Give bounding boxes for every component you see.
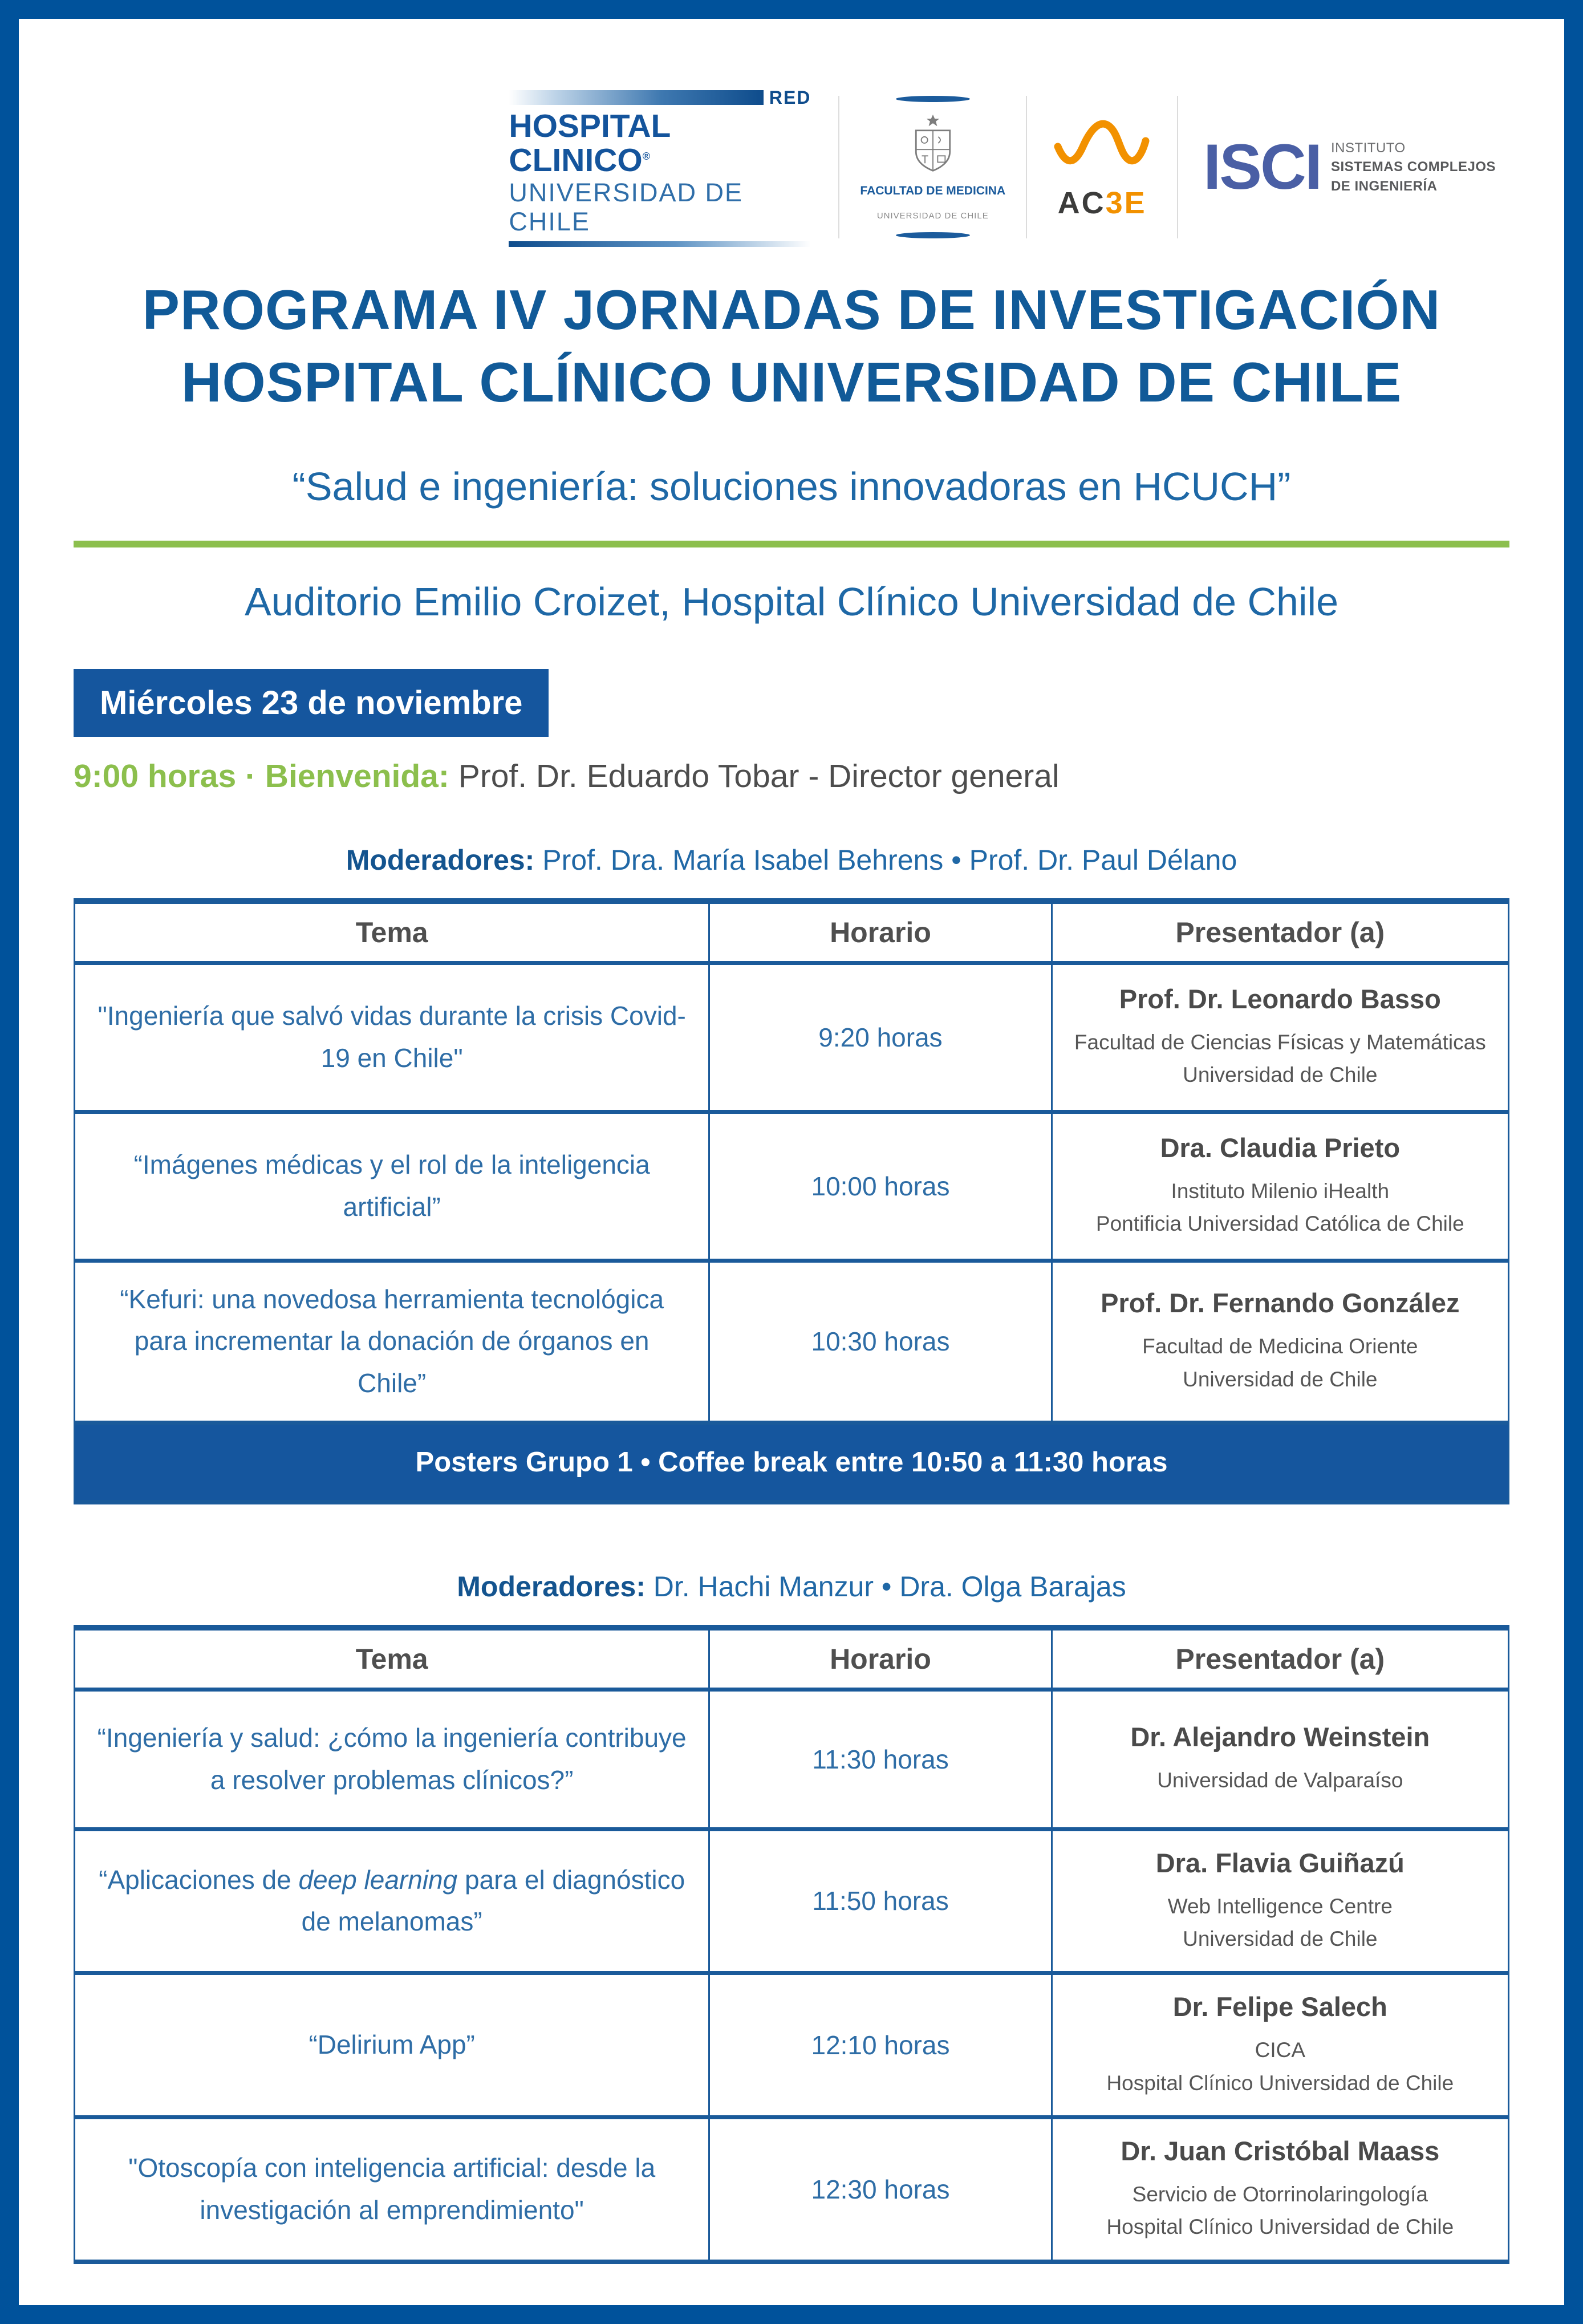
presenter-name: Prof. Dr. Leonardo Basso xyxy=(1119,983,1441,1014)
session-2-table-mount xyxy=(74,1625,1509,2264)
moderators-label: Moderadores: xyxy=(346,843,535,876)
presenter-cell xyxy=(1051,2119,1508,2260)
welcome-speaker: Prof. Dr. Eduardo Tobar - Director general xyxy=(449,757,1060,794)
fm-bottom-bar xyxy=(896,232,970,238)
presenter-cell xyxy=(1051,1263,1508,1421)
topic-cell xyxy=(75,1831,708,1972)
presenter-name: Dra. Claudia Prieto xyxy=(1160,1132,1401,1163)
presenter-affiliation: Universidad de Chile xyxy=(1183,1367,1378,1391)
topic-text xyxy=(97,1717,687,1801)
time-cell: 10:30 horas xyxy=(708,1263,1050,1421)
column-header: Horario xyxy=(708,904,1050,961)
presenter-affiliation: Universidad de Chile xyxy=(1183,1926,1378,1950)
page-title xyxy=(74,274,1509,419)
welcome-line xyxy=(74,757,1509,795)
column-header: Tema xyxy=(355,916,428,948)
fm-top-bar xyxy=(896,96,970,102)
logos-row xyxy=(19,87,1564,238)
topic-text xyxy=(97,995,687,1079)
isci-acronym: ISCI xyxy=(1203,131,1321,202)
posters-coffee-banner: Posters Grupo 1 • Coffee break entre 10:50 a 11:30 horas xyxy=(75,1421,1508,1500)
table-row xyxy=(75,1971,1508,2115)
topic-cell xyxy=(75,1263,708,1421)
session1-table xyxy=(74,898,1509,1504)
topic-text-part: para el diagnóstico de melanomas” xyxy=(301,1864,685,1937)
topic-text-part: "Ingeniería que salvó vidas durante la crisis Covid-19 en Chile" xyxy=(98,1001,686,1073)
time-cell: 9:20 horas xyxy=(708,965,1050,1110)
hc-subtitle: UNIVERSIDAD DE CHILE xyxy=(509,177,743,237)
hc-top-row xyxy=(509,87,811,108)
topic-text-italic: deep learning xyxy=(298,1864,458,1895)
topic-text xyxy=(309,2024,474,2066)
presenter-name: Dr. Felipe Salech xyxy=(1172,1992,1387,2022)
topic-cell xyxy=(75,965,708,1110)
moderators-line-2 xyxy=(74,1570,1509,1603)
topic-text xyxy=(97,1859,687,1943)
session2-table xyxy=(74,1625,1509,2264)
column-header: Horario xyxy=(708,1631,1050,1688)
ac3e-wordmark xyxy=(1058,185,1147,221)
session-1 xyxy=(74,843,1509,1504)
table-row xyxy=(75,1259,1508,1421)
session-1-table-mount xyxy=(74,898,1509,1504)
presenter-affiliation: CICA xyxy=(1255,2038,1306,2062)
topic-cell xyxy=(75,1114,708,1259)
table-row xyxy=(75,1827,1508,1972)
moderators-line-1 xyxy=(74,843,1509,877)
presenter-cell xyxy=(1051,1975,1508,2115)
hc-name-text: HOSPITAL CLINICO xyxy=(509,107,671,179)
table-row xyxy=(75,1688,1508,1827)
table-row xyxy=(75,961,1508,1110)
presenter-affiliation: Hospital Clínico Universidad de Chile xyxy=(1106,2215,1454,2239)
table-header-row xyxy=(75,904,1508,961)
presenter-name: Prof. Dr. Fernando González xyxy=(1101,1288,1460,1319)
topic-text-part: “Imágenes médicas y el rol de la inteligencia artificial” xyxy=(133,1150,650,1222)
presenter-cell xyxy=(1051,965,1508,1110)
moderators-names: Prof. Dra. María Isabel Behrens • Prof. Dr. Paul Délano xyxy=(534,843,1237,876)
hospital-clinico-logo xyxy=(509,87,811,247)
presenter-affiliation: Universidad de Valparaíso xyxy=(1157,1769,1403,1792)
topic-cell xyxy=(75,2119,708,2260)
presenter-cell xyxy=(1051,1114,1508,1259)
moderators-names: Dr. Hachi Manzur • Dra. Olga Barajas xyxy=(645,1570,1126,1603)
presenter-name: Dr. Juan Cristóbal Maass xyxy=(1121,2135,1440,2166)
ac3e-wave-icon xyxy=(1052,113,1152,182)
time-cell: 12:30 horas xyxy=(708,2119,1050,2260)
isci-line1: INSTITUTO xyxy=(1330,140,1406,156)
time-cell: 10:00 horas xyxy=(708,1114,1050,1259)
column-header: Presentador (a) xyxy=(1051,904,1508,961)
topic-text xyxy=(97,2147,687,2231)
subtitle: “Salud e ingeniería: soluciones innovadoras en HCUCH” xyxy=(292,464,1291,509)
title-line2: HOSPITAL CLÍNICO UNIVERSIDAD DE CHILE xyxy=(181,351,1402,414)
title-line1: PROGRAMA IV JORNADAS DE INVESTIGACIÓN xyxy=(142,278,1441,341)
topic-text-part: "Otoscopía con inteligencia artificial: desde la investigación al emprendimiento" xyxy=(128,2153,656,2225)
ac3e-3e: 3E xyxy=(1105,186,1147,220)
session-2 xyxy=(74,1570,1509,2264)
presenter-affiliation: Facultad de Medicina Oriente xyxy=(1142,1335,1418,1358)
hc-underline-bar xyxy=(509,241,811,247)
topic-text-part: “Kefuri: una novedosa herramienta tecnológica para incrementar la donación de órganos en Chile” xyxy=(120,1284,664,1398)
presenter-affiliation: Web Intelligence Centre xyxy=(1167,1894,1393,1918)
presenter-affiliation: Hospital Clínico Universidad de Chile xyxy=(1106,2071,1454,2095)
fm-line2: UNIVERSIDAD DE CHILE xyxy=(876,211,989,221)
isci-line2: SISTEMAS COMPLEJOS xyxy=(1330,159,1496,175)
presenter-affiliation: Instituto Milenio iHealth xyxy=(1171,1179,1390,1203)
presenter-affiliation: Pontificia Universidad Católica de Chile xyxy=(1095,1212,1464,1236)
fm-line1: FACULTAD DE MEDICINA xyxy=(860,184,1006,197)
ac3e-logo xyxy=(1027,96,1178,238)
hc-red-label: RED xyxy=(769,87,811,108)
presenter-cell xyxy=(1051,1831,1508,1972)
topic-text-part: “Delirium App” xyxy=(309,2030,475,2060)
date-badge: Miércoles 23 de noviembre xyxy=(74,669,549,737)
ac3e-ac: AC xyxy=(1057,186,1106,220)
isci-wordmark xyxy=(1331,139,1496,196)
presenter-affiliation: Servicio de Otorrinolaringología xyxy=(1132,2182,1428,2206)
hc-name xyxy=(509,109,811,178)
presenter-name: Dr. Alejandro Weinstein xyxy=(1130,1722,1430,1753)
table-row xyxy=(75,1110,1508,1259)
registered-mark: ® xyxy=(642,150,650,162)
column-header: Tema xyxy=(355,1642,428,1675)
time-cell: 11:30 horas xyxy=(708,1692,1050,1827)
column-header: Presentador (a) xyxy=(1051,1631,1508,1688)
topic-text-part: “Ingeniería y salud: ¿cómo la ingeniería contribuye a resolver problemas clínicos?” xyxy=(97,1722,687,1795)
topic-cell xyxy=(75,1692,708,1827)
facultad-crest-icon xyxy=(908,113,958,173)
venue-line: Auditorio Emilio Croizet, Hospital Clínico Universidad de Chile xyxy=(244,579,1339,624)
presenter-name: Dra. Flavia Guiñazú xyxy=(1155,1847,1405,1878)
topic-text xyxy=(97,1144,687,1228)
presenter-affiliation: Facultad de Ciencias Físicas y Matemáticas xyxy=(1074,1030,1486,1054)
isci-logo xyxy=(1178,131,1496,202)
welcome-time: 9:00 horas · Bienvenida: xyxy=(74,757,449,794)
poster-content xyxy=(19,274,1564,2264)
table-row xyxy=(75,2115,1508,2260)
presenter-cell xyxy=(1051,1692,1508,1827)
hc-gradient-bar xyxy=(509,90,763,105)
time-cell: 12:10 horas xyxy=(708,1975,1050,2115)
topic-cell xyxy=(75,1975,708,2115)
green-divider xyxy=(74,541,1509,547)
topic-text-part: “Aplicaciones de xyxy=(99,1864,299,1895)
facultad-medicina-logo xyxy=(838,96,1027,238)
topic-text xyxy=(97,1279,687,1405)
table-header-row xyxy=(75,1631,1508,1688)
moderators-label: Moderadores: xyxy=(457,1570,646,1603)
time-cell: 11:50 horas xyxy=(708,1831,1050,1972)
presenter-affiliation: Universidad de Chile xyxy=(1183,1063,1378,1087)
isci-line3: DE INGENIERÍA xyxy=(1330,178,1438,194)
